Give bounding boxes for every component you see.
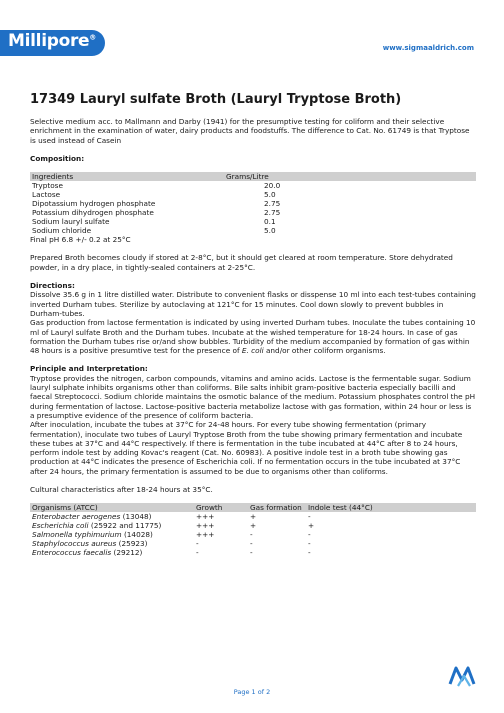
ingredient-amount: 20.0 — [264, 181, 281, 191]
col-gas: Gas formation — [248, 503, 306, 512]
merck-logo-icon — [448, 664, 484, 688]
intro-paragraph: Selective medium acc. to Mallmann and Darby (1941) for the presumptive testing for coliform and their selective enrichment in the examination of water, dairy products and foodstuffs. The difference to Cat. No. 61749 is that Tryptose is used instead of Casein — [30, 117, 470, 145]
composition-heading: Composition: — [30, 153, 85, 163]
organism-cell: Enterococcus faecalis (29212) — [32, 548, 143, 558]
page-title: 17349 Lauryl sulfate Broth (Lauryl Tryptose Broth) — [30, 92, 402, 107]
storage-paragraph: Prepared Broth becomes cloudy if stored at 2-8°C, but it should get cleared at room temperature. Store dehydrated powder, in a dry place, in tightly-sealed containers at 2-25°C. — [30, 253, 453, 272]
directions-paragraph-1: Dissolve 35.6 g in 1 litre distilled water. Distribute to convenient flasks or disspense 10 ml into each test-tubes containing inverted Durham tubes. Sterilize by autoclaving at 121°C for 15 minutes. Cool down slowly to prevent bubbles in Durham-tubes. — [30, 290, 476, 318]
document-body — [30, 92, 476, 557]
organism-row — [30, 521, 476, 530]
gas-cell: - — [250, 539, 253, 549]
organism-row — [30, 539, 476, 548]
col-indole: Indole test (44°C) — [306, 503, 476, 512]
ingredient-amount: 5.0 — [264, 226, 276, 236]
organism-row — [30, 548, 476, 557]
composition-row — [30, 208, 476, 217]
indole-cell: + — [308, 521, 315, 531]
indole-cell: - — [308, 512, 311, 522]
indole-cell: - — [308, 530, 311, 540]
gas-cell: - — [250, 530, 253, 540]
principle-heading: Principle and Interpretation: — [30, 364, 148, 374]
growth-cell: +++ — [196, 512, 215, 522]
indole-cell: - — [308, 539, 311, 549]
organism-cell: Staphylococcus aureus (25923) — [32, 539, 148, 549]
page-header — [0, 0, 504, 60]
directions-heading: Directions: — [30, 281, 75, 291]
gas-cell: + — [250, 521, 257, 531]
ingredient-name: Sodium chloride — [32, 226, 92, 236]
principle-paragraph-2: After inoculation, incubate the tubes at 37°C for 24-48 hours. For every tube showing fermentation (primary fermentation), inoculate two tubes of Lauryl Tryptose Broth from the tube showing primary fermentation and incubate these tubes at 37°C and 44°C respectively. If there is fermentation in the tube incubated at 44°C after 8 to 24 hours, perform indole test by adding Kovac's reagent (Cat. No. 60983). A positive indole test in a broth tube showing gas production at 44°C indicates the presence of Escherichia coli. If no fermentation occurs in the tube incubated at 37°C after 24 hours, the primary fermentation is assumed to be due to organisms other than coliforms. — [30, 420, 463, 476]
ingredient-name: Tryptose — [32, 181, 63, 191]
col-growth: Growth — [194, 503, 248, 512]
growth-cell: +++ — [196, 530, 215, 540]
page-number: Page 1 of 2 — [233, 688, 271, 696]
composition-table — [30, 172, 476, 235]
gas-cell: + — [250, 512, 257, 522]
website-link[interactable]: www.sigmaaldrich.com — [382, 44, 474, 52]
col-grams: Grams/Litre — [224, 172, 476, 181]
organism-row — [30, 512, 476, 521]
composition-row — [30, 217, 476, 226]
growth-cell: - — [196, 548, 199, 558]
ingredient-name: Sodium lauryl sulfate — [32, 217, 110, 227]
cultural-caption: Cultural characteristics after 18-24 hours at 35°C. — [30, 485, 213, 495]
final-ph: Final pH 6.8 +/- 0.2 at 25°C — [30, 235, 131, 245]
composition-row — [30, 226, 476, 235]
ingredient-name: Dipotassium hydrogen phosphate — [32, 199, 156, 209]
ingredient-amount: 0.1 — [264, 217, 276, 227]
organism-cell: Enterobacter aerogenes (13048) — [32, 512, 152, 522]
composition-row — [30, 199, 476, 208]
indole-cell: - — [308, 548, 311, 558]
ingredient-amount: 2.75 — [264, 208, 281, 218]
gas-cell: - — [250, 548, 253, 558]
growth-cell: - — [196, 539, 199, 549]
ingredient-name: Potassium dihydrogen phosphate — [32, 208, 154, 218]
ingredient-amount: 2.75 — [264, 199, 281, 209]
composition-row — [30, 181, 476, 190]
col-ingredients: Ingredients — [30, 172, 224, 181]
ingredient-name: Lactose — [32, 190, 61, 200]
organism-row — [30, 530, 476, 539]
growth-cell: +++ — [196, 521, 215, 531]
brand-name: Millipore® — [8, 31, 96, 51]
directions-paragraph-2: Gas production from lactose fermentation is indicated by using inverted Durham tubes. Inoculate the tubes containing 10 ml of Lauryl sulfate Broth and the Durham tubes. Incubate at the wished temperature for 18-24 hours. In case of gas formation the Durham tubes rise or/and show bubbles. Turbidity of the medium accompanied by formation of gas within 48 hours is a positive presumtive test for the presence of E. coli and/or other coliform organisms. — [30, 318, 476, 356]
organism-cell: Escherichia coli (25922 and 11775) — [32, 521, 162, 531]
col-organisms: Organisms (ATCC) — [30, 503, 194, 512]
ingredient-amount: 5.0 — [264, 190, 276, 200]
composition-row — [30, 190, 476, 199]
organism-cell: Salmonella typhimurium (14028) — [32, 530, 153, 540]
principle-paragraph-1: Tryptose provides the nitrogen, carbon compounds, vitamins and amino acids. Lactose is the fermentable sugar. Sodium lauryl sulphate inhibits organisms other than coliforms. Bile salts inhibit gram-positive bacteria especially bacilli and faecal Streptococci. Sodium chloride maintains the osmotic balance of the medium. Potassium phosphates control the pH during fermentation of lactose. Lactose-positive bacteria metabolize lactose with gas formation, within 24 hour or less is a presumptive evidence of the presence of coliform bacteria. — [30, 373, 476, 420]
cultural-table — [30, 503, 476, 557]
